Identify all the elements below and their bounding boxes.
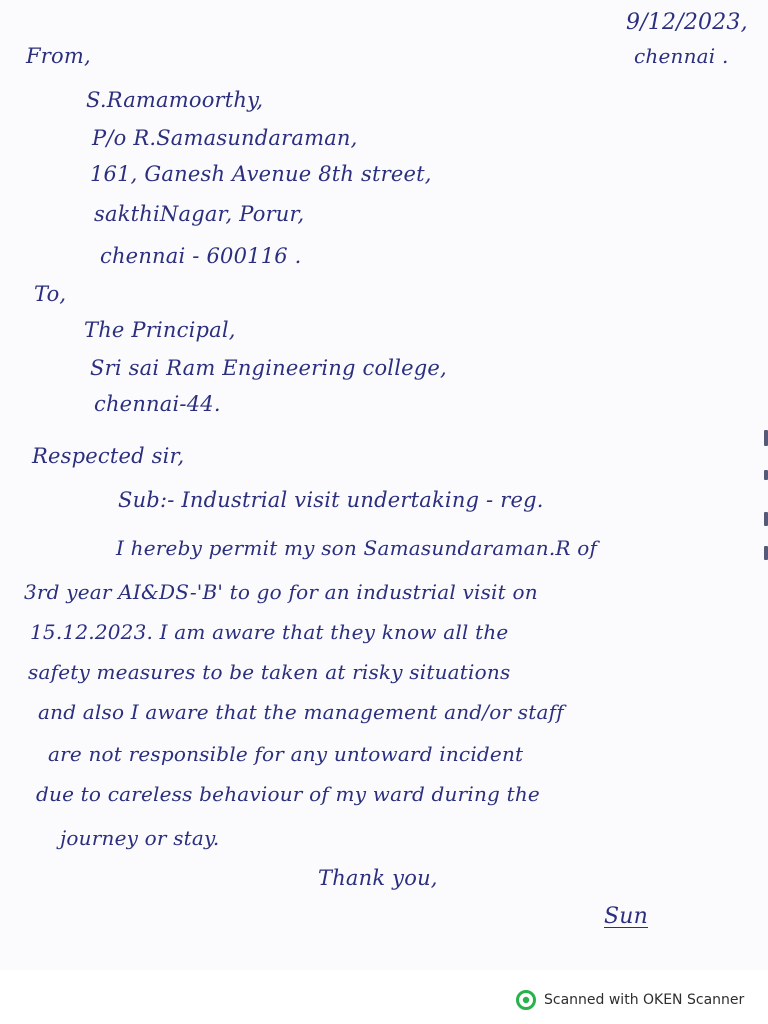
to-line-institution: Sri sai Ram Engineering college, — [90, 356, 447, 380]
body-line: safety measures to be taken at risky situations — [28, 660, 511, 684]
body-line: due to careless behaviour of my ward during the — [36, 782, 540, 806]
from-line-street: 161, Ganesh Avenue 8th street, — [90, 162, 432, 186]
to-heading: To, — [34, 282, 67, 306]
letter-place: chennai . — [634, 44, 729, 68]
from-line-name: S.Ramamoorthy, — [86, 88, 264, 112]
scan-edge-mark — [764, 512, 768, 526]
scan-edge-mark — [764, 470, 768, 480]
scanner-label: Scanned with OKEN Scanner — [544, 992, 745, 1008]
body-line: 15.12.2023. I am aware that they know all the — [30, 620, 509, 644]
closing: Thank you, — [318, 866, 438, 890]
letter-date: 9/12/2023, — [626, 10, 748, 35]
from-line-area: sakthiNagar, Porur, — [94, 202, 305, 226]
scan-edge-mark — [764, 546, 768, 560]
from-heading: From, — [26, 44, 91, 68]
body-line: I hereby permit my son Samasundaraman.R of — [116, 536, 598, 560]
scanner-footer — [0, 970, 768, 1024]
signature: Sun — [604, 904, 649, 929]
body-line: journey or stay. — [60, 826, 220, 850]
from-line-parent: P/o R.Samasundaraman, — [92, 126, 358, 150]
scan-edge-mark — [764, 430, 768, 446]
body-line: and also I aware that the management and/or staff — [38, 700, 564, 724]
to-line-title: The Principal, — [84, 318, 236, 342]
salutation: Respected sir, — [32, 444, 185, 468]
from-line-city: chennai - 600116 . — [100, 244, 302, 268]
body-line: are not responsible for any untoward incident — [48, 742, 524, 766]
oken-scanner-logo-icon — [516, 990, 536, 1010]
body-line: 3rd year AI&DS-'B' to go for an industrial visit on — [24, 580, 538, 604]
subject-line: Sub:- Industrial visit undertaking - reg. — [118, 488, 544, 512]
to-line-city: chennai-44. — [94, 392, 221, 416]
